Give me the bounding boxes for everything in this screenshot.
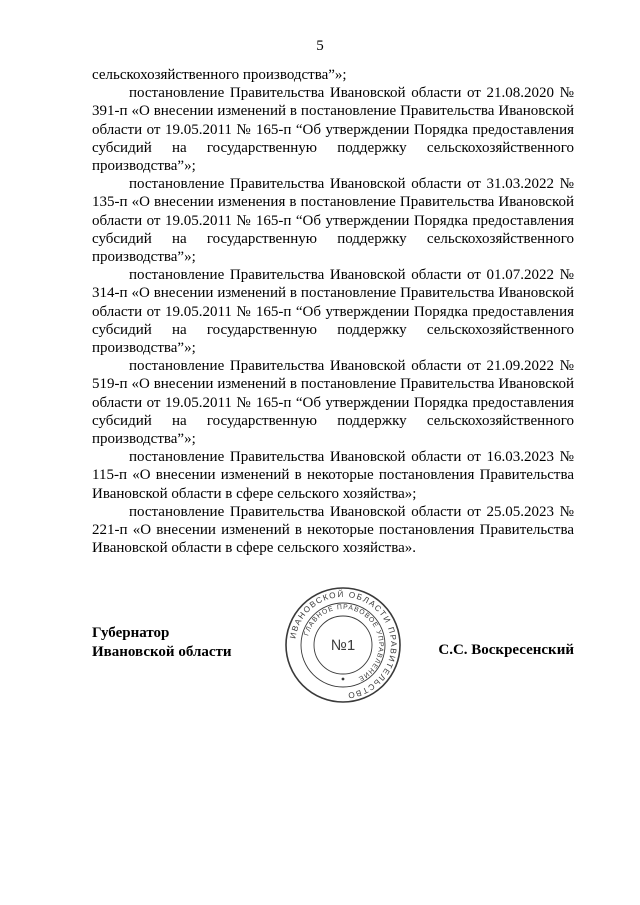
list-item: постановление Правительства Ивановской области от 21.08.2020 № 391-п «О внесении изменений в постановление Правительства Ивановской области от 19.05.2011 № 165-п “Об утверждении Порядка предоставления субсидий на государственную поддержку сельскохозяйственного производства”»; (92, 85, 574, 175)
official-seal (283, 585, 403, 705)
list-item: постановление Правительства Ивановской области от 25.05.2023 № 221-п «О внесении изменений в некоторые постановления Правительства Ивановской области в сфере сельского хозяйства». (92, 503, 574, 557)
seal-star-dot (342, 678, 345, 681)
list-item: постановление Правительства Ивановской области от 31.03.2022 № 135-п «О внесении изменения в постановление Правительства Ивановской области от 19.05.2011 № 165-п “Об утверждении Порядка предоставления субсидий на государственную поддержку сельскохозяйственного производства”»; (92, 176, 574, 266)
signatory-title-line-1: Губернатор (92, 625, 170, 641)
signatory-name: С.С. Воскресенский (438, 642, 574, 658)
continuation-line: сельскохозяйственного производства”»; (92, 67, 347, 83)
seal-number: №1 (330, 637, 356, 654)
list-item: постановление Правительства Ивановской области от 21.09.2022 № 519-п «О внесении изменений в постановление Правительства Ивановской области от 19.05.2011 № 165-п “Об утверждении Порядка предоставления субсидий на государственную поддержку сельскохозяйственного производства”»; (92, 358, 574, 448)
seal-graphic (283, 585, 403, 705)
seal-inner-text: ГЛАВНОЕ ПРАВОВОЕ УПРАВЛЕНИЕ (303, 603, 385, 683)
seal-outer-text: ИВАНОВСКОЙ ОБЛАСТИ ПРАВИТЕЛЬСТВО (288, 589, 399, 700)
list-item: постановление Правительства Ивановской области от 16.03.2023 № 115-п «О внесении изменений в некоторые постановления Правительства Ивановской области в сфере сельского хозяйства»; (92, 449, 574, 502)
list-item: постановление Правительства Ивановской области от 01.07.2022 № 314-п «О внесении изменений в постановление Правительства Ивановской области от 19.05.2011 № 165-п “Об утверждении Порядка предоставления субсидий на государственную поддержку сельскохозяйственного производства”»; (92, 267, 574, 357)
page-number: 5 (316, 38, 324, 54)
document-body (92, 66, 574, 557)
signatory-title (92, 624, 232, 661)
signatory-title-line-2: Ивановской области (92, 643, 232, 660)
